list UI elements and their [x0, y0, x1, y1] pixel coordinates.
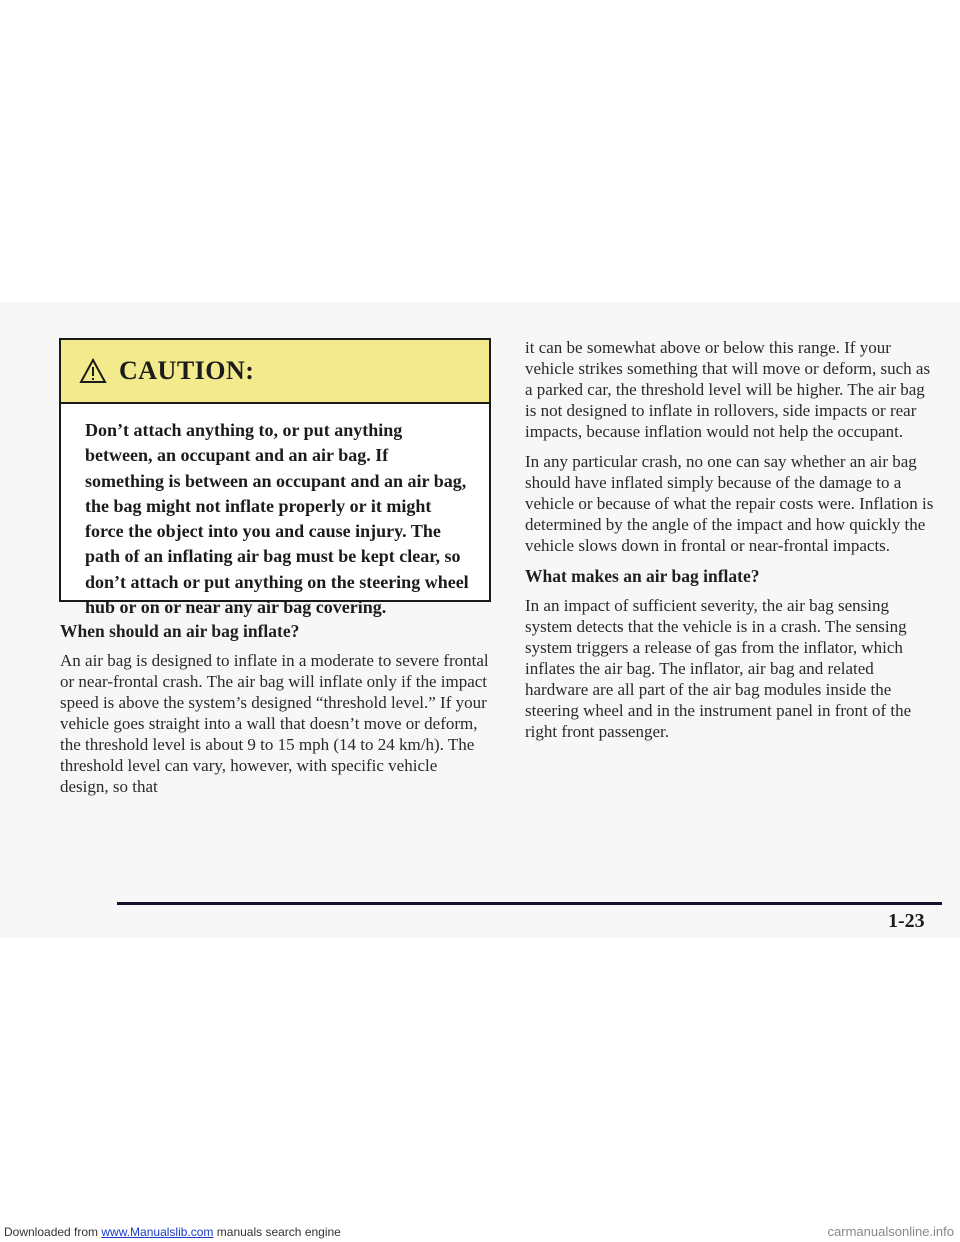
manualslib-link[interactable]: www.Manualslib.com	[101, 1225, 214, 1239]
section-heading: When should an air bag inflate?	[60, 621, 300, 641]
body-paragraph: In any particular crash, no one can say whether an air bag should have inflated simply because of the damage to a vehicle or because of what the repair costs were. Inflation is determined by the angle of the impact and how quickly the vehicle slows down in frontal or near-frontal impacts.	[525, 452, 934, 555]
page-number: 1-23	[888, 910, 925, 932]
warning-triangle-icon	[79, 358, 107, 384]
caution-header	[61, 340, 489, 404]
watermark: carmanualsonline.info	[827, 1224, 954, 1239]
download-prefix: Downloaded from	[4, 1225, 102, 1239]
body-paragraph: An air bag is designed to inflate in a moderate to severe frontal or near-frontal crash. The air bag will inflate only if the impact speed is above the system’s designed “threshold level.” If your vehicle goes straight into a wall that doesn’t move or deform, the threshold level is about 9 to 15 mph (14 to 24 km/h). The threshold level can vary, however, with specific vehicle design, so that	[60, 651, 489, 796]
download-notice	[4, 1222, 341, 1242]
caution-box	[59, 338, 491, 618]
footer-rule	[117, 902, 942, 905]
left-column	[60, 620, 490, 806]
download-footer	[0, 1222, 960, 1242]
section-heading: What makes an air bag inflate?	[525, 566, 760, 586]
body-paragraph: it can be somewhat above or below this range. If your vehicle strikes something that will move or deform, such as a parked car, the threshold level will be higher. The air bag is not designed to inflate in rollovers, side impacts or rear impacts, because inflation would not help the occupant.	[525, 338, 931, 441]
body-paragraph: In an impact of sufficient severity, the air bag sensing system detects that the vehicle is in a crash. The sensing system triggers a release of gas from the inflator, which inflates the air bag. The inflator, air bag and related hardware are all part of the air bag modules inside the steering wheel and in the instrument panel in front of the right front passenger.	[525, 596, 912, 741]
download-suffix: manuals search engine	[213, 1225, 341, 1239]
right-column	[525, 337, 940, 751]
caution-title: CAUTION:	[119, 356, 255, 385]
caution-text: Don’t attach anything to, or put anything between, an occupant and an air bag. If something is between an occupant and an air bag, the bag might not inflate properly or it might force the object into you and cause injury. The path of an inflating air bag must be kept clear, so don’t attach or put anything on the steering wheel hub or on or near any air bag covering.	[85, 420, 469, 618]
